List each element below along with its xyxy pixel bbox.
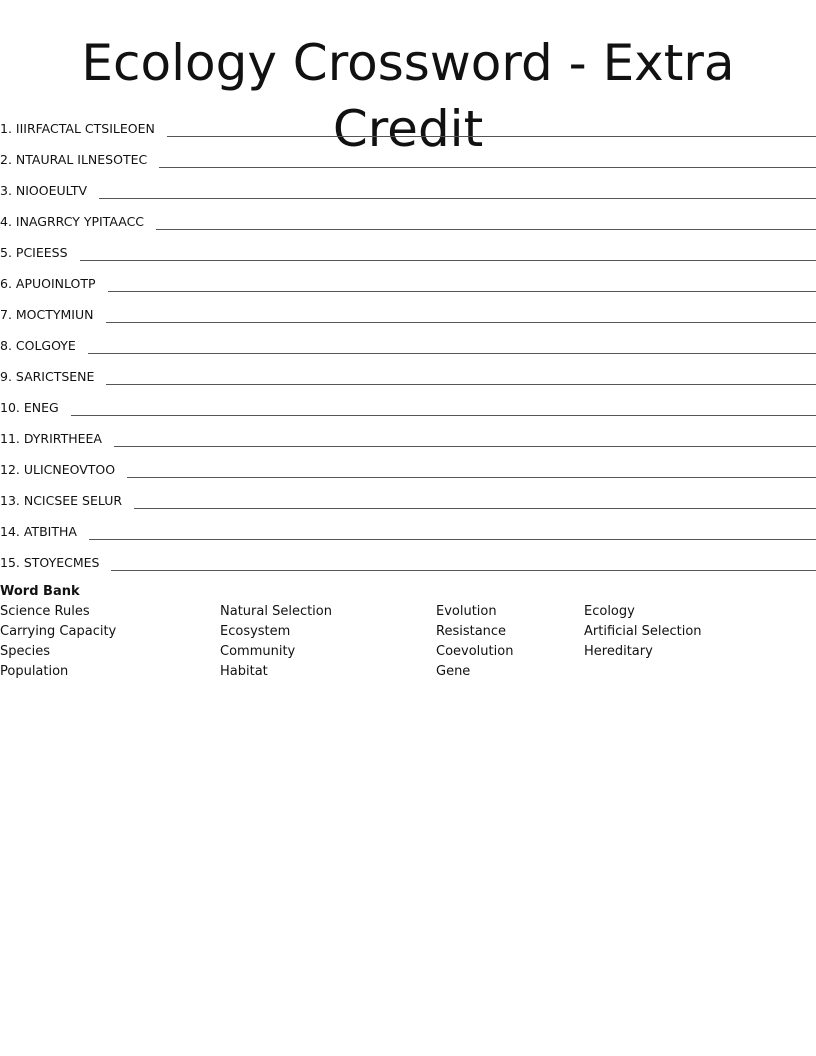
question-row [0,387,816,418]
word-bank [0,582,816,682]
word-bank-item: Species [0,644,51,659]
question-label: 7. MOCTYMIUN [0,307,94,322]
question-label: 3. NIOOEULTV [0,183,88,198]
answer-line[interactable] [106,383,816,385]
question-row [0,201,816,232]
question-row [0,139,816,170]
answer-line[interactable] [71,414,816,416]
word-bank-grid [0,602,816,682]
question-label: 6. APUOINLOTP [0,276,96,291]
question-label: 1. IIIRFACTAL CTSILEOEN [0,121,155,136]
word-bank-item: Carrying Capacity [0,624,117,639]
answer-line[interactable] [134,507,816,509]
question-row [0,449,816,480]
page-title: Ecology Crossword - Extra Credit [81,34,735,158]
word-bank-heading: Word Bank [0,584,80,599]
question-label: 2. NTAURAL ILNESOTEC [0,152,148,167]
question-label: 12. ULICNEOVTOO [0,462,116,477]
word-bank-item: Artificial Selection [584,624,702,639]
answer-line[interactable] [88,352,816,354]
answer-line[interactable] [114,445,816,447]
question-row [0,232,816,263]
word-bank-item: Gene [436,664,471,679]
word-bank-item: Science Rules [0,604,90,619]
answer-line[interactable] [167,135,816,137]
question-row [0,418,816,449]
answer-line[interactable] [156,228,816,230]
question-label: 5. PCIEESS [0,245,68,260]
answer-line[interactable] [89,538,816,540]
question-label: 15. STOYECMES [0,555,100,570]
question-label: 11. DYRIRTHEEA [0,431,102,446]
word-bank-item: Coevolution [436,644,514,659]
answer-line[interactable] [127,476,816,478]
word-bank-item: Ecosystem [220,624,291,639]
question-label: 9. SARICTSENE [0,369,95,384]
question-row [0,480,816,511]
word-bank-item: Hereditary [584,644,653,659]
question-label: 8. COLGOYE [0,338,76,353]
answer-line[interactable] [111,569,816,571]
question-row [0,263,816,294]
question-label: 13. NCICSEE SELUR [0,493,123,508]
word-bank-item: Population [0,664,69,679]
word-bank-item: Ecology [584,604,635,619]
question-row [0,356,816,387]
question-row [0,108,816,139]
question-row [0,294,816,325]
question-row [0,542,816,573]
word-bank-item: Resistance [436,624,507,639]
question-label: 14. ATBITHA [0,524,77,539]
question-row [0,325,816,356]
word-bank-item: Natural Selection [220,604,332,619]
answer-line[interactable] [108,290,816,292]
word-bank-item: Evolution [436,604,497,619]
answer-line[interactable] [80,259,816,261]
answer-line[interactable] [106,321,816,323]
question-row [0,170,816,201]
question-list [0,108,816,573]
question-row [0,511,816,542]
question-label: 4. INAGRRCY YPITAACC [0,214,145,229]
question-label: 10. ENEG [0,400,59,415]
word-bank-item: Community [220,644,296,659]
word-bank-item: Habitat [220,664,268,679]
answer-line[interactable] [159,166,816,168]
answer-line[interactable] [99,197,816,199]
